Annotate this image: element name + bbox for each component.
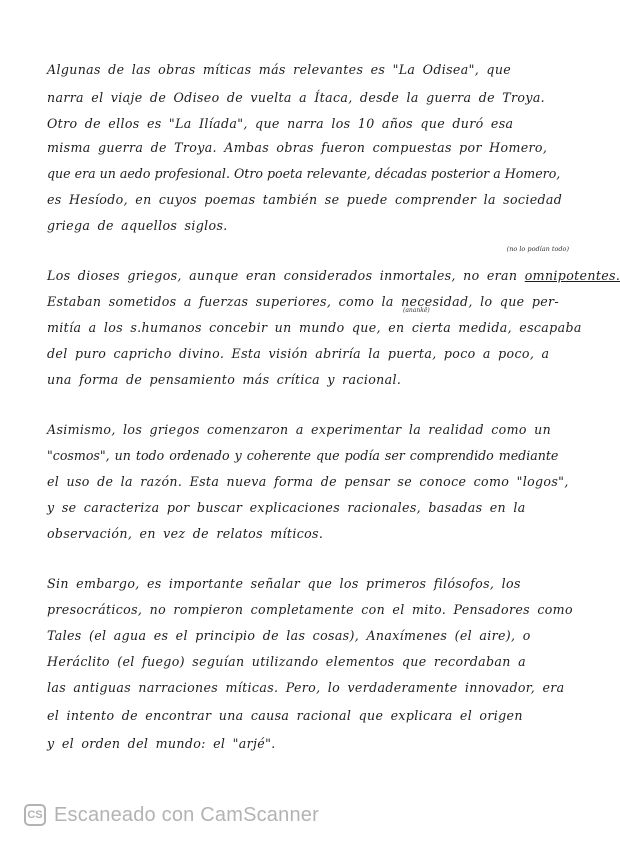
text-line: Sin embargo, es importante señalar que los primeros filósofos, los (47, 576, 521, 591)
superscript-note: (anankē) (403, 307, 430, 314)
text-line: es Hesíodo, en cuyos poemas también se puede comprender la sociedad (47, 192, 563, 207)
text-line: Algunas de las obras míticas más relevantes es "La Odisea", que (47, 62, 512, 77)
margin-note: (no lo podían todo) (506, 245, 569, 253)
text-line: una forma de pensamiento más crítica y racional. (47, 372, 402, 387)
text-line-part: Los dioses griegos, aunque eran considerados inmortales, no eran (47, 268, 518, 283)
watermark-text: Escaneado con CamScanner (54, 803, 319, 826)
text-line: misma guerra de Troya. Ambas obras fueron compuestas por Homero, (47, 140, 548, 155)
camscanner-icon: CS (24, 804, 46, 826)
text-line: Otro de ellos es "La Ilíada", que narra los 10 años que duró esa (47, 116, 514, 131)
text-line: las antiguas narraciones míticas. Pero, lo verdaderamente innovador, era (47, 680, 565, 695)
text-line: el intento de encontrar una causa racional que explicara el origen (47, 708, 523, 723)
text-line: Heráclito (el fuego) seguían utilizando elementos que recordaban a (47, 654, 526, 669)
underlined-word: omnipotentes. (524, 268, 620, 283)
text-line (47, 268, 620, 284)
text-line: mitía a los s.humanos concebir un mundo que, en cierta medida, escapaba (47, 320, 582, 335)
text-line: y se caracteriza por buscar explicaciones racionales, basadas en la (47, 500, 526, 515)
text-line: griega de aquellos siglos. (47, 218, 228, 233)
text-line: el uso de la razón. Esta nueva forma de pensar se conoce como "logos", (47, 474, 569, 489)
text-line: "cosmos", un todo ordenado y coherente que podía ser comprendido mediante (47, 448, 559, 463)
text-line: narra el viaje de Odiseo de vuelta a Ítaca, desde la guerra de Troya. (47, 90, 546, 105)
text-line: y el orden del mundo: el "arjé". (47, 736, 276, 751)
camscanner-watermark (24, 802, 319, 828)
text-line: Tales (el agua es el principio de las cosas), Anaxímenes (el aire), o (47, 628, 531, 643)
text-line: del puro capricho divino. Esta visión abriría la puerta, poco a poco, a (47, 346, 550, 361)
text-line: que era un aedo profesional. Otro poeta relevante, décadas posterior a Homero, (47, 166, 561, 181)
text-line: Estaban sometidos a fuerzas superiores, como la necesidad, lo que per- (47, 294, 560, 309)
text-line: Asimismo, los griegos comenzaron a experimentar la realidad como un (47, 422, 552, 437)
text-line: presocráticos, no rompieron completamente con el mito. Pensadores como (47, 602, 573, 617)
text-line: observación, en vez de relatos míticos. (47, 526, 324, 541)
